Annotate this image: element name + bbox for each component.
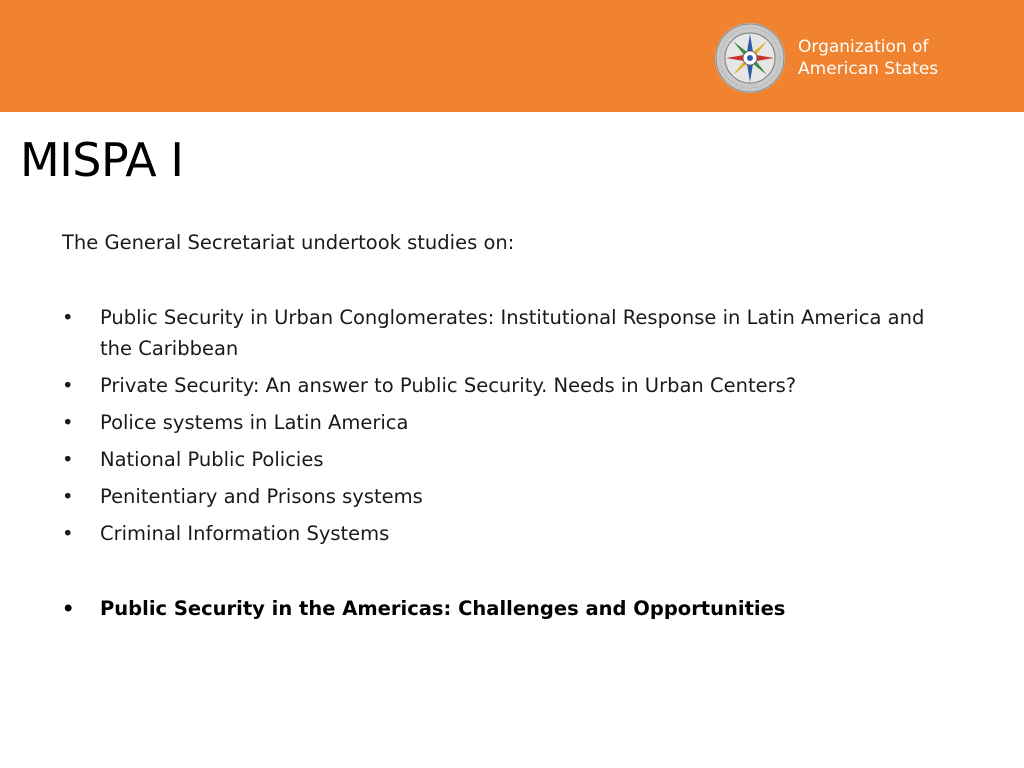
bullet-item <box>62 444 962 475</box>
bullet-marker: • <box>62 597 75 620</box>
oas-logo <box>714 20 954 96</box>
bullet-item <box>62 302 962 364</box>
bullet-text: Criminal Information Systems <box>100 522 390 545</box>
bullet-item <box>62 407 962 438</box>
bullet-text: Private Security: An answer to Public Security. Needs in Urban Centers? <box>100 374 797 397</box>
highlight-bullet <box>62 593 962 624</box>
bullet-marker: • <box>62 411 74 434</box>
header-band <box>0 0 1024 112</box>
bullet-item <box>62 370 962 401</box>
bullet-marker: • <box>62 374 74 397</box>
bullet-marker: • <box>62 306 74 329</box>
bullet-marker: • <box>62 522 74 545</box>
highlight-bullet-text: Public Security in the Americas: Challenges and Opportunities <box>100 597 786 620</box>
bullet-text: National Public Policies <box>100 448 324 471</box>
bullet-item <box>62 481 962 512</box>
slide-title: MISPA I <box>20 133 184 187</box>
org-name <box>798 36 938 80</box>
slide-content <box>62 228 962 630</box>
org-name-line1: Organization of <box>798 37 929 57</box>
bullet-list <box>62 302 962 624</box>
bullet-marker: • <box>62 448 74 471</box>
bullet-text: Public Security in Urban Conglomerates: Institutional Response in Latin America and the Caribbean <box>100 306 925 360</box>
org-name-line2: American States <box>798 59 939 79</box>
bullet-marker: • <box>62 485 74 508</box>
bullet-text: Penitentiary and Prisons systems <box>100 485 423 508</box>
bullet-item <box>62 518 962 549</box>
intro-text: The General Secretariat undertook studies on: <box>62 231 515 254</box>
bullet-text: Police systems in Latin America <box>100 411 409 434</box>
oas-seal-icon <box>714 22 786 94</box>
